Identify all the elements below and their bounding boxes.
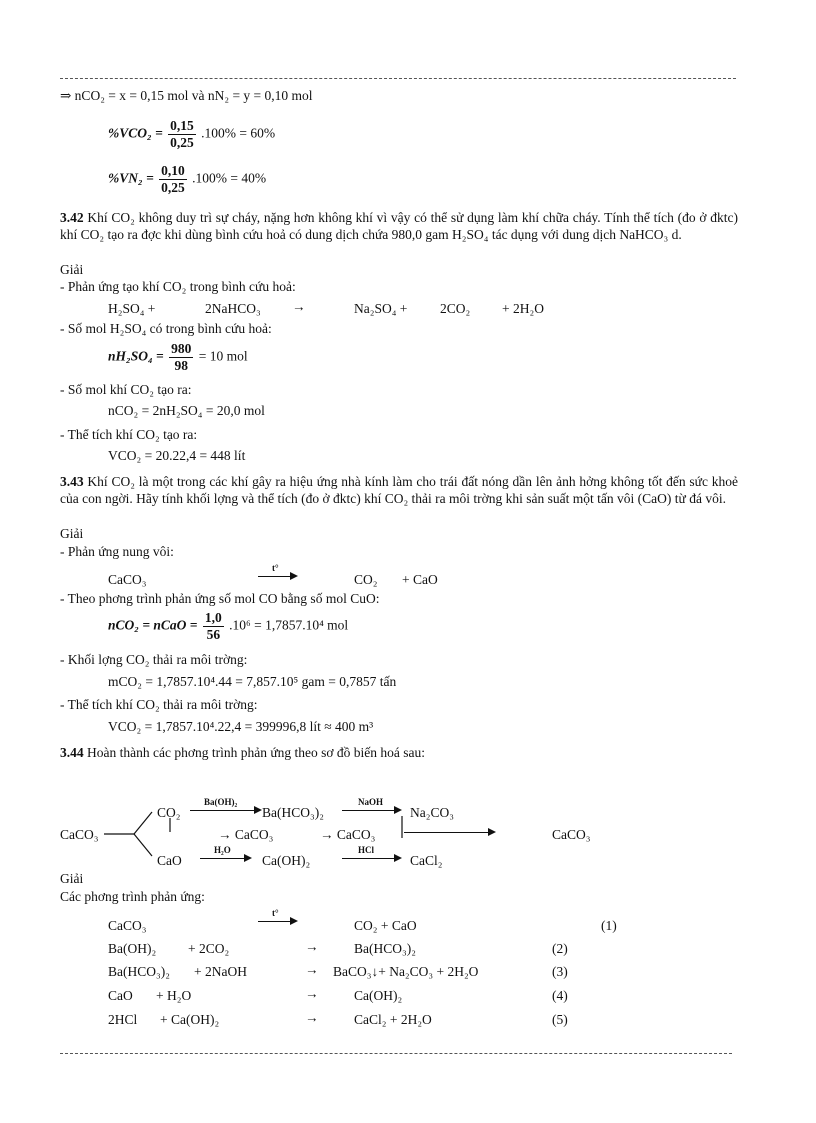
reaction-5-products: CaCl₂ + 2H₂O: [354, 1012, 432, 1027]
reaction-3-reactant-1: Ba(HCO₃)₂: [108, 964, 170, 979]
scheme-label-naoh: NaOH: [358, 797, 384, 807]
n2-percent-label: %VN₂ =: [108, 170, 154, 186]
volume-co2: VCO₂ = 1,7857.10⁴.22,4 = 399996,8 lít ≈ 400 m³: [108, 719, 374, 734]
step-line: - Phản ứng tạo khí CO₂ trong bình cứu hoả:: [60, 279, 296, 294]
problem-number: 3.44: [60, 745, 84, 760]
scheme-cao: CaO: [157, 853, 182, 868]
scheme-arrow-4: [200, 858, 250, 859]
reaction-4-reactant-2: + H₂O: [156, 988, 192, 1003]
equation-reactant: CaCO₃: [108, 572, 147, 587]
scheme-label-hcl: HCl: [358, 845, 375, 855]
reaction-2-reactant-1: Ba(OH)₂: [108, 941, 157, 956]
moles-h2so4: nH₂SO₄ = $\frac{980}{98}$ = 10 mol: [108, 341, 248, 373]
reaction-5-number: (5): [552, 1012, 568, 1027]
reaction-3-products: BaCO₃↓+ Na₂CO₃ + 2H₂O: [333, 964, 479, 979]
scheme-caco3-start: CaCO₃: [60, 827, 99, 842]
scheme-cacl2: CaCl₂: [410, 853, 443, 868]
problem-statement: Hoàn thành các phơng trình phản ứng theo sơ đồ biến hoá sau:: [87, 745, 426, 760]
solution-heading: Giải: [60, 262, 84, 277]
reaction-3-number: (3): [552, 964, 568, 979]
equation-reactant-1: H₂SO₄ +: [108, 301, 156, 316]
equation-product-1: CO₂: [354, 572, 378, 587]
reaction-3-arrow: →: [305, 962, 319, 977]
scheme-arrow-3: [404, 832, 494, 833]
scheme-arrow-2: [342, 810, 400, 811]
reaction-2-arrow: →: [305, 939, 319, 954]
reaction-1-arrow: [258, 921, 296, 922]
n2-fraction: $\frac{0,10}{0,25}$: [161, 163, 185, 195]
equation-arrow: →: [292, 299, 306, 314]
scheme-caoh2: Ca(OH)₂: [262, 853, 311, 868]
bottom-divider: [60, 1053, 732, 1054]
n2-percent-result: .100% = 40%: [192, 170, 267, 186]
scheme-label-baoh2: Ba(OH)₂: [204, 797, 238, 807]
scheme-ba-hco3: Ba(HCO₃)₂: [262, 805, 324, 820]
equation-product-3: + 2H₂O: [502, 301, 544, 316]
reaction-1-heat-label: t°: [272, 908, 279, 918]
problem-statement: Khí CO₂ không duy trì sự cháy, nặng hơn không khí vì vậy có thể sử dụng làm khí chữa cháy. Tính thể tích (đo ở đktc) khí CO₂ tạo ra đợc khi dùng bình cứu hoả có dung dịch chứa 980,0 gam H₂SO₄ tác dụng với dung dịch NaHCO₃ d.: [60, 210, 738, 242]
solution-heading: Giải: [60, 871, 84, 886]
reaction-4-reactant-1: CaO: [108, 988, 133, 1003]
problem-number: 3.43: [60, 474, 84, 489]
problem-statement: Khí CO₂ là một trong các khí gây ra hiệu ứng nhà kính làm cho trái đất nóng dần lên ảnh hởng không tốt đến sức khoẻ của con ngời. Hãy tính khối lợng và thể tích (đo ở đktc) khí CO₂ thải ra môi trờng khi sản suất một tấn vôi (CaO) từ đá vôi.: [60, 474, 739, 506]
equation-product-1: Na₂SO₄ +: [354, 301, 408, 316]
co2-percent-label: %VCO₂ =: [108, 125, 163, 141]
problem-number: 3.42: [60, 210, 84, 225]
result-line: ⇒ nCO₂ = x = 0,15 mol và nN₂ = y = 0,10 mol: [60, 88, 313, 103]
heat-label: t°: [272, 563, 279, 573]
step-line: - Khối lợng CO₂ thải ra môi trờng:: [60, 652, 248, 667]
step-line: - Thể tích khí CO₂ thải ra môi trờng:: [60, 697, 258, 712]
scheme-caco3-end: CaCO₃: [552, 827, 591, 842]
reaction-2-number: (2): [552, 941, 568, 956]
reaction-1-products: CO₂ + CaO: [354, 918, 417, 933]
reaction-4-arrow: →: [305, 986, 319, 1001]
moles-co2: nCO₂ = nCaO = $\frac{1,0}{56}$ .10⁶ = 1,7857.10⁴ mol: [108, 610, 349, 642]
step-line: - Theo phơng trình phản ứng số mol CO bằng số mol CuO:: [60, 591, 380, 606]
reactions-intro: Các phơng trình phản ứng:: [60, 889, 205, 904]
reaction-5-reactant-1: 2HCl: [108, 1012, 138, 1027]
mass-co2: mCO₂ = 1,7857.10⁴.44 = 7,857.10⁵ gam = 0,7857 tấn: [108, 674, 397, 689]
scheme-co2: CO₂: [157, 805, 181, 820]
reaction-3-reactant-2: + 2NaOH: [194, 964, 247, 979]
equation-product-2: 2CO₂: [440, 301, 471, 316]
solution-heading: Giải: [60, 526, 84, 541]
scheme-arrow-1: [190, 810, 260, 811]
equation-reactant-2: 2NaHCO₃: [205, 301, 261, 316]
reaction-1-number: (1): [601, 918, 617, 933]
reaction-5-arrow: →: [305, 1010, 319, 1025]
scheme-arrow-5: [342, 858, 400, 859]
scheme-label-h2o: H₂O: [214, 845, 231, 855]
moles-fraction: $\frac{1,0}{56}$: [204, 610, 222, 642]
step-line: - Thể tích khí CO₂ tạo ra:: [60, 427, 198, 442]
scheme-caco3-b: → CaCO₃: [320, 827, 376, 842]
volume-co2: VCO₂ = 20.22,4 = 448 lít: [108, 448, 246, 463]
scheme-caco3-a: → CaCO₃: [218, 827, 274, 842]
step-line: - Số mol H₂SO₄ có trong bình cứu hoả:: [60, 321, 272, 336]
co2-percent-result: .100% = 60%: [201, 125, 276, 141]
moles-co2: nCO₂ = 2nH₂SO₄ = 20,0 mol: [108, 403, 265, 418]
reaction-2-reactant-2: + 2CO₂: [188, 941, 230, 956]
reaction-5-reactant-2: + Ca(OH)₂: [160, 1012, 220, 1027]
co2-fraction: $\frac{0,15}{0,25}$: [170, 118, 194, 150]
reaction-1-reactant: CaCO₃: [108, 918, 147, 933]
scheme-na2co3: Na₂CO₃: [410, 805, 454, 820]
reaction-4-products: Ca(OH)₂: [354, 988, 403, 1003]
moles-fraction: $\frac{980}{98}$: [171, 341, 192, 373]
reaction-2-products: Ba(HCO₃)₂: [354, 941, 416, 956]
step-line: - Phản ứng nung vôi:: [60, 544, 174, 559]
reaction-4-number: (4): [552, 988, 568, 1003]
step-line: - Số mol khí CO₂ tạo ra:: [60, 382, 192, 397]
equation-product-2: + CaO: [402, 572, 438, 587]
